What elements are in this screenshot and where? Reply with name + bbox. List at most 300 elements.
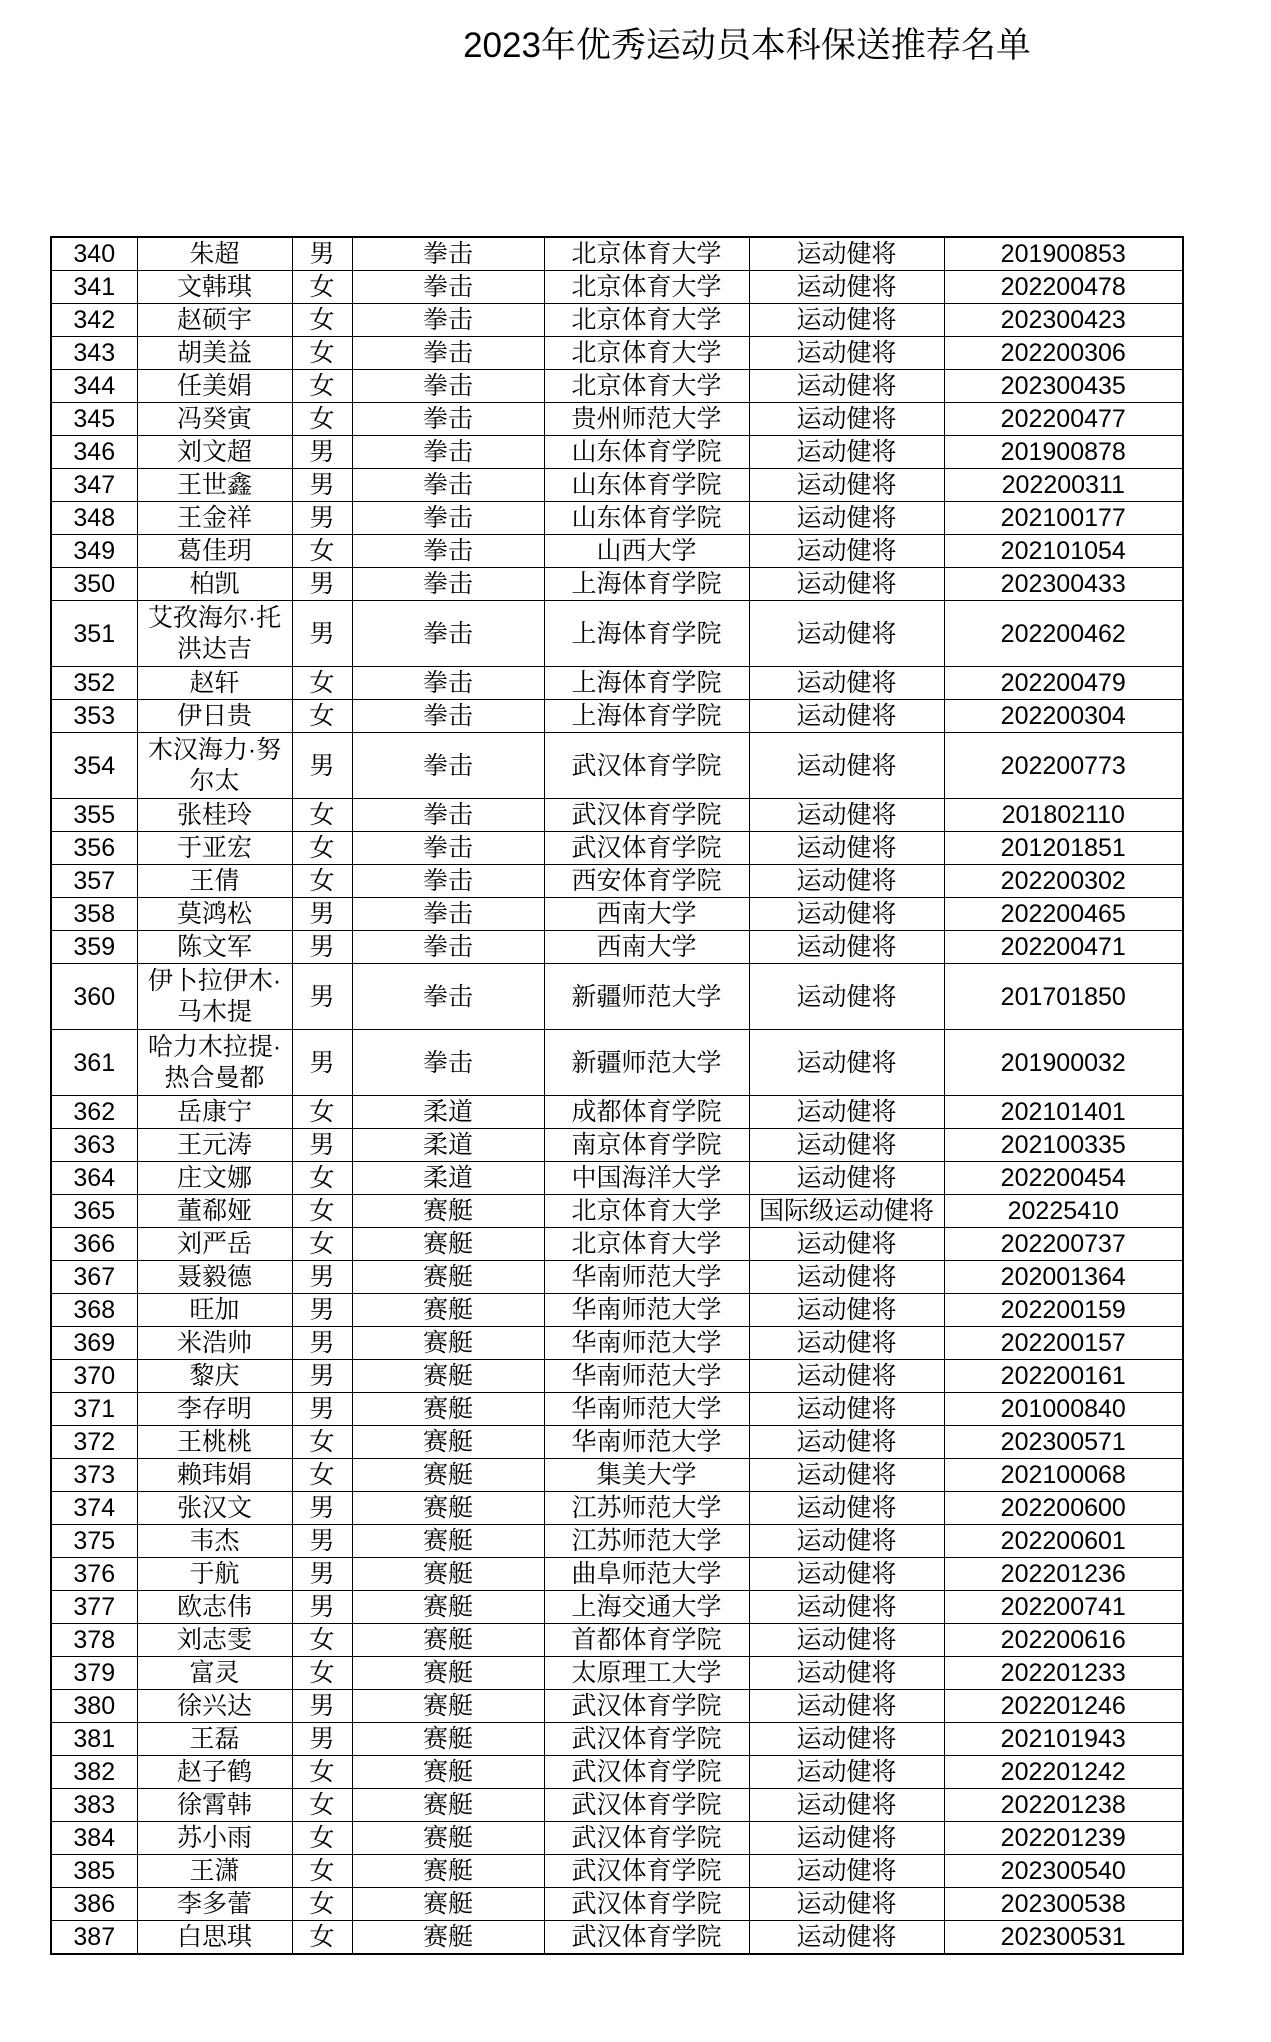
gender-cell: 女 (292, 667, 352, 700)
level-cell: 运动健将 (749, 1327, 944, 1360)
school-cell: 武汉体育学院 (544, 1921, 749, 1955)
sport-cell: 赛艇 (352, 1921, 544, 1955)
gender-cell: 男 (292, 502, 352, 535)
certificate-number-cell: 202100068 (944, 1459, 1183, 1492)
school-cell: 北京体育大学 (544, 237, 749, 271)
name-cell: 刘文超 (137, 436, 292, 469)
row-number-cell: 383 (51, 1789, 137, 1822)
name-cell: 米浩帅 (137, 1327, 292, 1360)
name-cell: 于亚宏 (137, 832, 292, 865)
level-cell: 运动健将 (749, 436, 944, 469)
row-number-cell: 368 (51, 1294, 137, 1327)
row-number-cell: 369 (51, 1327, 137, 1360)
school-cell: 成都体育学院 (544, 1096, 749, 1129)
school-cell: 北京体育大学 (544, 1228, 749, 1261)
sport-cell: 拳击 (352, 964, 544, 1030)
row-number-cell: 372 (51, 1426, 137, 1459)
certificate-number-cell: 202200304 (944, 700, 1183, 733)
certificate-number-cell: 202200465 (944, 898, 1183, 931)
sport-cell: 赛艇 (352, 1855, 544, 1888)
gender-cell: 男 (292, 568, 352, 601)
gender-cell: 女 (292, 832, 352, 865)
gender-cell: 男 (292, 237, 352, 271)
gender-cell: 男 (292, 1129, 352, 1162)
gender-cell: 女 (292, 337, 352, 370)
name-cell: 刘严岳 (137, 1228, 292, 1261)
name-cell: 赵子鹤 (137, 1756, 292, 1789)
sport-cell: 赛艇 (352, 1426, 544, 1459)
certificate-number-cell: 202001364 (944, 1261, 1183, 1294)
certificate-number-cell: 202101401 (944, 1096, 1183, 1129)
name-cell: 王世鑫 (137, 469, 292, 502)
table-row (51, 898, 1183, 931)
table-row (51, 502, 1183, 535)
table-row (51, 1393, 1183, 1426)
table-row (51, 469, 1183, 502)
school-cell: 武汉体育学院 (544, 1690, 749, 1723)
row-number-cell: 379 (51, 1657, 137, 1690)
name-cell: 徐霄韩 (137, 1789, 292, 1822)
sport-cell: 赛艇 (352, 1789, 544, 1822)
row-number-cell: 340 (51, 237, 137, 271)
row-number-cell: 374 (51, 1492, 137, 1525)
table-row (51, 1591, 1183, 1624)
table-row (51, 1888, 1183, 1921)
table-row (51, 1657, 1183, 1690)
gender-cell: 男 (292, 1723, 352, 1756)
gender-cell: 男 (292, 1030, 352, 1096)
certificate-number-cell: 202200471 (944, 931, 1183, 964)
level-cell: 运动健将 (749, 1723, 944, 1756)
sport-cell: 拳击 (352, 436, 544, 469)
row-number-cell: 376 (51, 1558, 137, 1591)
table-row (51, 1624, 1183, 1657)
sport-cell: 赛艇 (352, 1294, 544, 1327)
school-cell: 武汉体育学院 (544, 1723, 749, 1756)
name-cell: 董郗娅 (137, 1195, 292, 1228)
school-cell: 华南师范大学 (544, 1360, 749, 1393)
recommendation-table (50, 236, 1184, 1955)
school-cell: 武汉体育学院 (544, 1789, 749, 1822)
row-number-cell: 342 (51, 304, 137, 337)
row-number-cell: 341 (51, 271, 137, 304)
certificate-number-cell: 202200302 (944, 865, 1183, 898)
sport-cell: 柔道 (352, 1162, 544, 1195)
name-cell: 伊卜拉伊木· 马木提 (137, 964, 292, 1030)
level-cell: 运动健将 (749, 1690, 944, 1723)
table-row (51, 1690, 1183, 1723)
certificate-number-cell: 201701850 (944, 964, 1183, 1030)
name-cell: 陈文军 (137, 931, 292, 964)
gender-cell: 男 (292, 1393, 352, 1426)
certificate-number-cell: 202200306 (944, 337, 1183, 370)
name-cell: 欧志伟 (137, 1591, 292, 1624)
level-cell: 运动健将 (749, 1888, 944, 1921)
name-cell: 文韩琪 (137, 271, 292, 304)
gender-cell: 女 (292, 1624, 352, 1657)
school-cell: 武汉体育学院 (544, 733, 749, 799)
name-cell: 胡美益 (137, 337, 292, 370)
school-cell: 曲阜师范大学 (544, 1558, 749, 1591)
certificate-number-cell: 202201233 (944, 1657, 1183, 1690)
school-cell: 上海体育学院 (544, 700, 749, 733)
row-number-cell: 359 (51, 931, 137, 964)
table-row (51, 1558, 1183, 1591)
level-cell: 运动健将 (749, 1162, 944, 1195)
row-number-cell: 361 (51, 1030, 137, 1096)
row-number-cell: 344 (51, 370, 137, 403)
sport-cell: 赛艇 (352, 1723, 544, 1756)
gender-cell: 男 (292, 1591, 352, 1624)
sport-cell: 拳击 (352, 667, 544, 700)
level-cell: 运动健将 (749, 1393, 944, 1426)
sport-cell: 拳击 (352, 799, 544, 832)
level-cell: 运动健将 (749, 601, 944, 667)
gender-cell: 男 (292, 964, 352, 1030)
table-row (51, 865, 1183, 898)
certificate-number-cell: 201900853 (944, 237, 1183, 271)
level-cell: 运动健将 (749, 1921, 944, 1955)
school-cell: 西安体育学院 (544, 865, 749, 898)
row-number-cell: 387 (51, 1921, 137, 1955)
row-number-cell: 365 (51, 1195, 137, 1228)
certificate-number-cell: 202200601 (944, 1525, 1183, 1558)
certificate-number-cell: 202100335 (944, 1129, 1183, 1162)
gender-cell: 男 (292, 1525, 352, 1558)
school-cell: 武汉体育学院 (544, 1855, 749, 1888)
sport-cell: 赛艇 (352, 1657, 544, 1690)
sport-cell: 赛艇 (352, 1195, 544, 1228)
row-number-cell: 373 (51, 1459, 137, 1492)
table-row (51, 436, 1183, 469)
school-cell: 南京体育学院 (544, 1129, 749, 1162)
sport-cell: 拳击 (352, 469, 544, 502)
name-cell: 木汉海力·努 尔太 (137, 733, 292, 799)
certificate-number-cell: 202300531 (944, 1921, 1183, 1955)
row-number-cell: 380 (51, 1690, 137, 1723)
name-cell: 莫鸿松 (137, 898, 292, 931)
level-cell: 运动健将 (749, 271, 944, 304)
row-number-cell: 346 (51, 436, 137, 469)
certificate-number-cell: 202200737 (944, 1228, 1183, 1261)
row-number-cell: 352 (51, 667, 137, 700)
certificate-number-cell: 201802110 (944, 799, 1183, 832)
school-cell: 武汉体育学院 (544, 832, 749, 865)
name-cell: 张桂玲 (137, 799, 292, 832)
certificate-number-cell: 201201851 (944, 832, 1183, 865)
level-cell: 运动健将 (749, 337, 944, 370)
certificate-number-cell: 202200454 (944, 1162, 1183, 1195)
table-row (51, 1822, 1183, 1855)
gender-cell: 男 (292, 601, 352, 667)
sport-cell: 拳击 (352, 1030, 544, 1096)
name-cell: 赵硕宇 (137, 304, 292, 337)
table-row (51, 1030, 1183, 1096)
certificate-number-cell: 202201238 (944, 1789, 1183, 1822)
certificate-number-cell: 202200479 (944, 667, 1183, 700)
row-number-cell: 350 (51, 568, 137, 601)
school-cell: 新疆师范大学 (544, 964, 749, 1030)
table-row (51, 535, 1183, 568)
school-cell: 北京体育大学 (544, 304, 749, 337)
table-row (51, 1327, 1183, 1360)
name-cell: 庄文娜 (137, 1162, 292, 1195)
school-cell: 江苏师范大学 (544, 1492, 749, 1525)
table-row (51, 304, 1183, 337)
sport-cell: 赛艇 (352, 1492, 544, 1525)
name-cell: 黎庆 (137, 1360, 292, 1393)
row-number-cell: 367 (51, 1261, 137, 1294)
sport-cell: 柔道 (352, 1096, 544, 1129)
gender-cell: 女 (292, 1822, 352, 1855)
sport-cell: 赛艇 (352, 1690, 544, 1723)
certificate-number-cell: 202300435 (944, 370, 1183, 403)
table-row (51, 1921, 1183, 1955)
sport-cell: 拳击 (352, 535, 544, 568)
level-cell: 运动健将 (749, 733, 944, 799)
sport-cell: 赛艇 (352, 1327, 544, 1360)
gender-cell: 男 (292, 898, 352, 931)
table-body (51, 237, 1183, 1954)
school-cell: 首都体育学院 (544, 1624, 749, 1657)
table-row (51, 1756, 1183, 1789)
sport-cell: 拳击 (352, 931, 544, 964)
certificate-number-cell: 202300540 (944, 1855, 1183, 1888)
gender-cell: 女 (292, 1426, 352, 1459)
sport-cell: 拳击 (352, 898, 544, 931)
gender-cell: 女 (292, 700, 352, 733)
level-cell: 运动健将 (749, 1261, 944, 1294)
name-cell: 富灵 (137, 1657, 292, 1690)
level-cell: 运动健将 (749, 1657, 944, 1690)
gender-cell: 女 (292, 535, 352, 568)
level-cell: 运动健将 (749, 403, 944, 436)
school-cell: 山西大学 (544, 535, 749, 568)
name-cell: 白思琪 (137, 1921, 292, 1955)
gender-cell: 女 (292, 865, 352, 898)
certificate-number-cell: 202200311 (944, 469, 1183, 502)
certificate-number-cell: 202201242 (944, 1756, 1183, 1789)
sport-cell: 赛艇 (352, 1624, 544, 1657)
school-cell: 集美大学 (544, 1459, 749, 1492)
row-number-cell: 386 (51, 1888, 137, 1921)
certificate-number-cell: 202100177 (944, 502, 1183, 535)
row-number-cell: 377 (51, 1591, 137, 1624)
gender-cell: 男 (292, 733, 352, 799)
level-cell: 运动健将 (749, 1789, 944, 1822)
level-cell: 运动健将 (749, 1591, 944, 1624)
school-cell: 华南师范大学 (544, 1426, 749, 1459)
row-number-cell: 384 (51, 1822, 137, 1855)
name-cell: 艾孜海尔·托 洪达吉 (137, 601, 292, 667)
level-cell: 运动健将 (749, 865, 944, 898)
level-cell: 运动健将 (749, 1228, 944, 1261)
level-cell: 运动健将 (749, 1855, 944, 1888)
gender-cell: 女 (292, 271, 352, 304)
name-cell: 王磊 (137, 1723, 292, 1756)
school-cell: 华南师范大学 (544, 1261, 749, 1294)
name-cell: 朱超 (137, 237, 292, 271)
sport-cell: 拳击 (352, 601, 544, 667)
table-row (51, 1129, 1183, 1162)
table-row (51, 1096, 1183, 1129)
gender-cell: 女 (292, 403, 352, 436)
sport-cell: 赛艇 (352, 1822, 544, 1855)
sport-cell: 赛艇 (352, 1360, 544, 1393)
level-cell: 运动健将 (749, 1030, 944, 1096)
table-row (51, 1525, 1183, 1558)
certificate-number-cell: 202300423 (944, 304, 1183, 337)
school-cell: 武汉体育学院 (544, 1888, 749, 1921)
level-cell: 运动健将 (749, 1822, 944, 1855)
table-row (51, 1360, 1183, 1393)
certificate-number-cell: 201900878 (944, 436, 1183, 469)
table-row (51, 1723, 1183, 1756)
name-cell: 葛佳玥 (137, 535, 292, 568)
gender-cell: 男 (292, 1327, 352, 1360)
sport-cell: 拳击 (352, 568, 544, 601)
sport-cell: 赛艇 (352, 1228, 544, 1261)
gender-cell: 男 (292, 1294, 352, 1327)
gender-cell: 女 (292, 1921, 352, 1955)
level-cell: 运动健将 (749, 1129, 944, 1162)
gender-cell: 女 (292, 1888, 352, 1921)
sport-cell: 拳击 (352, 304, 544, 337)
table-row (51, 733, 1183, 799)
level-cell: 运动健将 (749, 931, 944, 964)
sport-cell: 拳击 (352, 832, 544, 865)
gender-cell: 男 (292, 436, 352, 469)
table-row (51, 832, 1183, 865)
table-row (51, 601, 1183, 667)
gender-cell: 女 (292, 1228, 352, 1261)
table-row (51, 568, 1183, 601)
sport-cell: 赛艇 (352, 1393, 544, 1426)
certificate-number-cell: 202200161 (944, 1360, 1183, 1393)
name-cell: 旺加 (137, 1294, 292, 1327)
row-number-cell: 345 (51, 403, 137, 436)
sport-cell: 赛艇 (352, 1591, 544, 1624)
gender-cell: 女 (292, 1096, 352, 1129)
sport-cell: 赛艇 (352, 1525, 544, 1558)
sport-cell: 拳击 (352, 271, 544, 304)
level-cell: 运动健将 (749, 700, 944, 733)
school-cell: 山东体育学院 (544, 436, 749, 469)
certificate-number-cell: 202200157 (944, 1327, 1183, 1360)
level-cell: 运动健将 (749, 1096, 944, 1129)
gender-cell: 男 (292, 1492, 352, 1525)
school-cell: 华南师范大学 (544, 1393, 749, 1426)
name-cell: 王桃桃 (137, 1426, 292, 1459)
school-cell: 西南大学 (544, 898, 749, 931)
school-cell: 江苏师范大学 (544, 1525, 749, 1558)
gender-cell: 男 (292, 469, 352, 502)
level-cell: 国际级运动健将 (749, 1195, 944, 1228)
row-number-cell: 364 (51, 1162, 137, 1195)
certificate-number-cell: 202200462 (944, 601, 1183, 667)
certificate-number-cell: 202300433 (944, 568, 1183, 601)
gender-cell: 男 (292, 1360, 352, 1393)
table-row (51, 667, 1183, 700)
gender-cell: 女 (292, 1162, 352, 1195)
table-row (51, 931, 1183, 964)
row-number-cell: 362 (51, 1096, 137, 1129)
school-cell: 新疆师范大学 (544, 1030, 749, 1096)
row-number-cell: 363 (51, 1129, 137, 1162)
table-row (51, 1855, 1183, 1888)
level-cell: 运动健将 (749, 502, 944, 535)
certificate-number-cell: 202200159 (944, 1294, 1183, 1327)
certificate-number-cell: 202201239 (944, 1822, 1183, 1855)
gender-cell: 男 (292, 1558, 352, 1591)
page-title: 2023年优秀运动员本科保送推荐名单 (463, 26, 1031, 65)
row-number-cell: 349 (51, 535, 137, 568)
name-cell: 柏凯 (137, 568, 292, 601)
school-cell: 武汉体育学院 (544, 799, 749, 832)
level-cell: 运动健将 (749, 1426, 944, 1459)
name-cell: 苏小雨 (137, 1822, 292, 1855)
school-cell: 华南师范大学 (544, 1327, 749, 1360)
school-cell: 太原理工大学 (544, 1657, 749, 1690)
name-cell: 冯癸寅 (137, 403, 292, 436)
level-cell: 运动健将 (749, 964, 944, 1030)
sport-cell: 拳击 (352, 502, 544, 535)
table-row (51, 337, 1183, 370)
row-number-cell: 371 (51, 1393, 137, 1426)
certificate-number-cell: 201900032 (944, 1030, 1183, 1096)
table-row (51, 1228, 1183, 1261)
school-cell: 上海交通大学 (544, 1591, 749, 1624)
level-cell: 运动健将 (749, 568, 944, 601)
school-cell: 西南大学 (544, 931, 749, 964)
level-cell: 运动健将 (749, 370, 944, 403)
sport-cell: 赛艇 (352, 1756, 544, 1789)
level-cell: 运动健将 (749, 1360, 944, 1393)
sport-cell: 拳击 (352, 733, 544, 799)
row-number-cell: 343 (51, 337, 137, 370)
name-cell: 任美娟 (137, 370, 292, 403)
gender-cell: 女 (292, 1789, 352, 1822)
certificate-number-cell: 202200616 (944, 1624, 1183, 1657)
row-number-cell: 357 (51, 865, 137, 898)
name-cell: 李存明 (137, 1393, 292, 1426)
level-cell: 运动健将 (749, 667, 944, 700)
certificate-number-cell: 202201236 (944, 1558, 1183, 1591)
table-row (51, 700, 1183, 733)
gender-cell: 女 (292, 1657, 352, 1690)
sport-cell: 赛艇 (352, 1888, 544, 1921)
school-cell: 上海体育学院 (544, 601, 749, 667)
row-number-cell: 378 (51, 1624, 137, 1657)
name-cell: 刘志雯 (137, 1624, 292, 1657)
table-row (51, 1492, 1183, 1525)
school-cell: 上海体育学院 (544, 667, 749, 700)
table-row (51, 1162, 1183, 1195)
gender-cell: 男 (292, 1690, 352, 1723)
table-row (51, 1789, 1183, 1822)
school-cell: 中国海洋大学 (544, 1162, 749, 1195)
gender-cell: 女 (292, 1195, 352, 1228)
name-cell: 王倩 (137, 865, 292, 898)
sport-cell: 拳击 (352, 370, 544, 403)
table-row (51, 1294, 1183, 1327)
row-number-cell: 382 (51, 1756, 137, 1789)
name-cell: 张汉文 (137, 1492, 292, 1525)
name-cell: 赖玮娟 (137, 1459, 292, 1492)
level-cell: 运动健将 (749, 237, 944, 271)
gender-cell: 女 (292, 1855, 352, 1888)
gender-cell: 女 (292, 304, 352, 337)
